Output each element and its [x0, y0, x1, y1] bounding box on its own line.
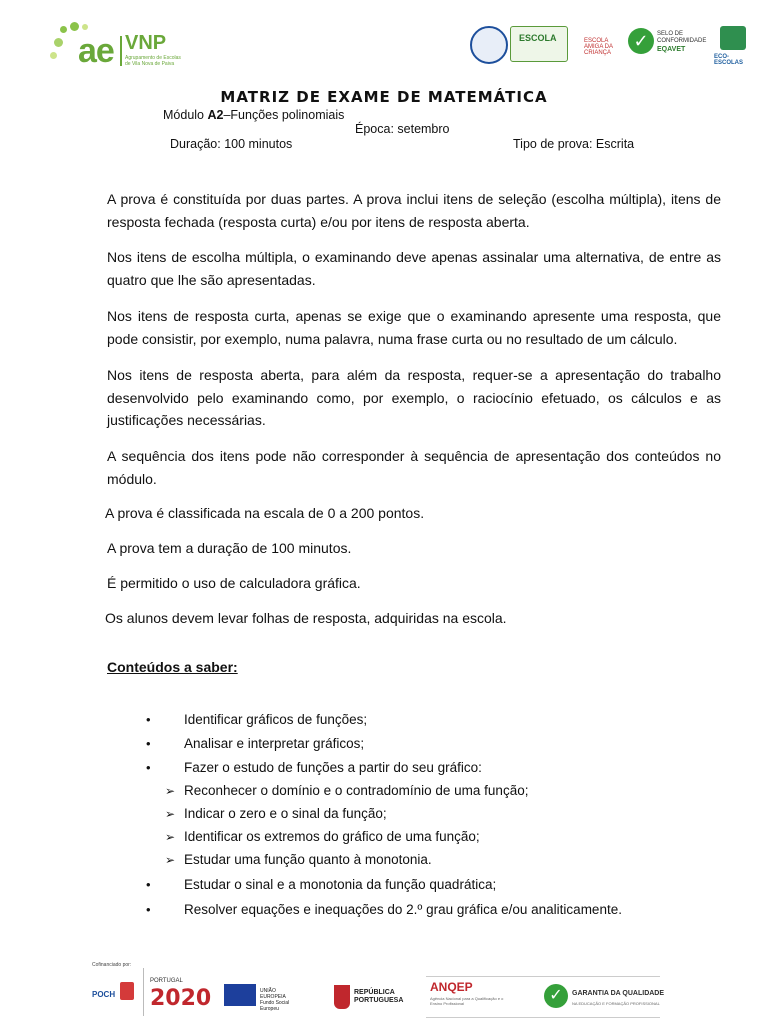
escola-seal [510, 26, 568, 62]
bullet-marker: • [146, 736, 151, 751]
line-answer-sheets: Os alunos devem levar folhas de resposta, adquiridas na escola. [105, 610, 507, 626]
line-calculator: É permitido o uso de calculadora gráfica. [107, 575, 361, 591]
line-grading-scale: A prova é classificada na escala de 0 a 200 pontos. [105, 505, 425, 521]
logo-vnp-text: VNP [125, 32, 167, 54]
exam-type: Tipo de prova: Escrita [513, 137, 635, 151]
school-logo [50, 22, 200, 72]
arrow-bullet-icon: ➢ [165, 807, 176, 821]
anqep-label: ANQEP [430, 980, 473, 994]
line-duration: A prova tem a duração de 100 minutos. [107, 540, 352, 556]
exam-duration: Duração: 100 minutos [170, 137, 293, 151]
list-item: Estudar o sinal e a monotonia da função quadrática; [184, 877, 497, 892]
eqavet-seal [628, 26, 708, 60]
eqavet-label: EQAVET [657, 46, 686, 53]
bullet-marker: • [146, 902, 151, 917]
eu-label: UNIÃO EUROPEIA Fundo Social Europeu [260, 988, 290, 1012]
paragraph-multiple-choice: Nos itens de escolha múltipla, o examinando deve apenas assinalar uma alternativa, de entre as quatro que lhe são apresentadas. [107, 249, 721, 288]
republica-logo [334, 985, 412, 1011]
paragraph-item-sequence: A sequência dos itens pode não corresponder à sequência de apresentação dos conteúdos no módulo. [107, 448, 721, 487]
logo-separator [120, 36, 122, 66]
document-title: MATRIZ DE EXAME DE MATEMÁTICA [220, 88, 548, 106]
institution-seal-icon [470, 26, 508, 64]
escola-amiga-label: ESCOLA AMIGA DA CRIANÇA [584, 38, 613, 56]
escola-amiga-seal [570, 26, 626, 60]
list-subitem: Estudar uma função quanto à monotonia. [184, 852, 432, 867]
arrow-bullet-icon: ➢ [165, 853, 176, 867]
eu-flag-icon [224, 984, 256, 1006]
portugal-year: 2020 [150, 986, 212, 1011]
bullet-marker: • [146, 877, 151, 892]
republica-label: REPÚBLICA PORTUGUESA [354, 989, 404, 1004]
check-icon: ✓ [544, 984, 568, 1008]
list-item: Fazer o estudo de funções a partir do seu gráfico: [184, 760, 482, 775]
paragraph-structure: A prova é constituída por duas partes. A prova inclui itens de seleção (escolha múltipla), itens de resposta fechada (resposta curta) e/ou por itens de resposta aberta. [107, 191, 721, 230]
cofinanced-label: Cofinanciado por: [92, 962, 132, 968]
anqep-subtitle: Agência Nacional para a Qualificação e o Ensino Profissional [430, 996, 504, 1006]
coat-of-arms-icon [334, 985, 350, 1009]
module-name: –Funções polinomiais [223, 108, 345, 122]
module-line [163, 108, 344, 122]
portugal-label: PORTUGAL [150, 978, 183, 984]
eco-escolas-label: ECO-ESCOLAS [714, 54, 744, 66]
list-subitem: Indicar o zero e o sinal da função; [184, 806, 387, 821]
list-item: Analisar e interpretar gráficos; [184, 736, 365, 751]
arrow-bullet-icon: ➢ [165, 784, 176, 798]
poch-icon [120, 982, 134, 1000]
check-icon: ✓ [628, 28, 654, 54]
paragraph-open-answer: Nos itens de resposta aberta, para além da resposta, requer-se a apresentação do trabalho desenvolvido pelo examinando como, por exemplo, o raciocínio efetuado, os cálculos e as justificações necessárias. [107, 367, 721, 428]
garantia-subtitle: NA EDUCAÇÃO E FORMAÇÃO PROFISSIONAL [572, 1001, 660, 1006]
arrow-bullet-icon: ➢ [165, 830, 176, 844]
module-prefix: Módulo [163, 108, 208, 122]
logo-subtitle: Agrupamento de Escolas de Vila Nova de Paiva [125, 55, 181, 67]
module-code: A2 [207, 108, 224, 122]
paragraph-short-answer: Nos itens de resposta curta, apenas se exige que o examinando apresente uma resposta, que pode consistir, por exemplo, numa palavra, numa frase curta ou no resultado de um cálculo. [107, 308, 721, 347]
poch-logo: POCH [92, 990, 116, 999]
list-item: Resolver equações e inequações do 2.º grau gráfica e/ou analiticamente. [184, 902, 622, 917]
logo-ae-text: ae [78, 32, 114, 70]
bullet-marker: • [146, 712, 151, 727]
contents-heading: Conteúdos a saber: [107, 659, 238, 675]
list-item: Identificar gráficos de funções; [184, 712, 368, 727]
bullet-marker: • [146, 760, 151, 775]
garantia-label: GARANTIA DA QUALIDADE [572, 990, 665, 997]
list-subitem: Identificar os extremos do gráfico de uma função; [184, 829, 480, 844]
footer-divider [143, 968, 144, 1016]
exam-season: Época: setembro [355, 122, 450, 136]
eqavet-seal-text: SELO DE CONFORMIDADE [657, 31, 707, 44]
escola-seal-label: ESCOLA [519, 33, 557, 43]
eco-flag-icon [720, 26, 746, 50]
list-subitem: Reconhecer o domínio e o contradomínio de uma função; [184, 783, 529, 798]
eco-escolas-seal [714, 26, 754, 66]
